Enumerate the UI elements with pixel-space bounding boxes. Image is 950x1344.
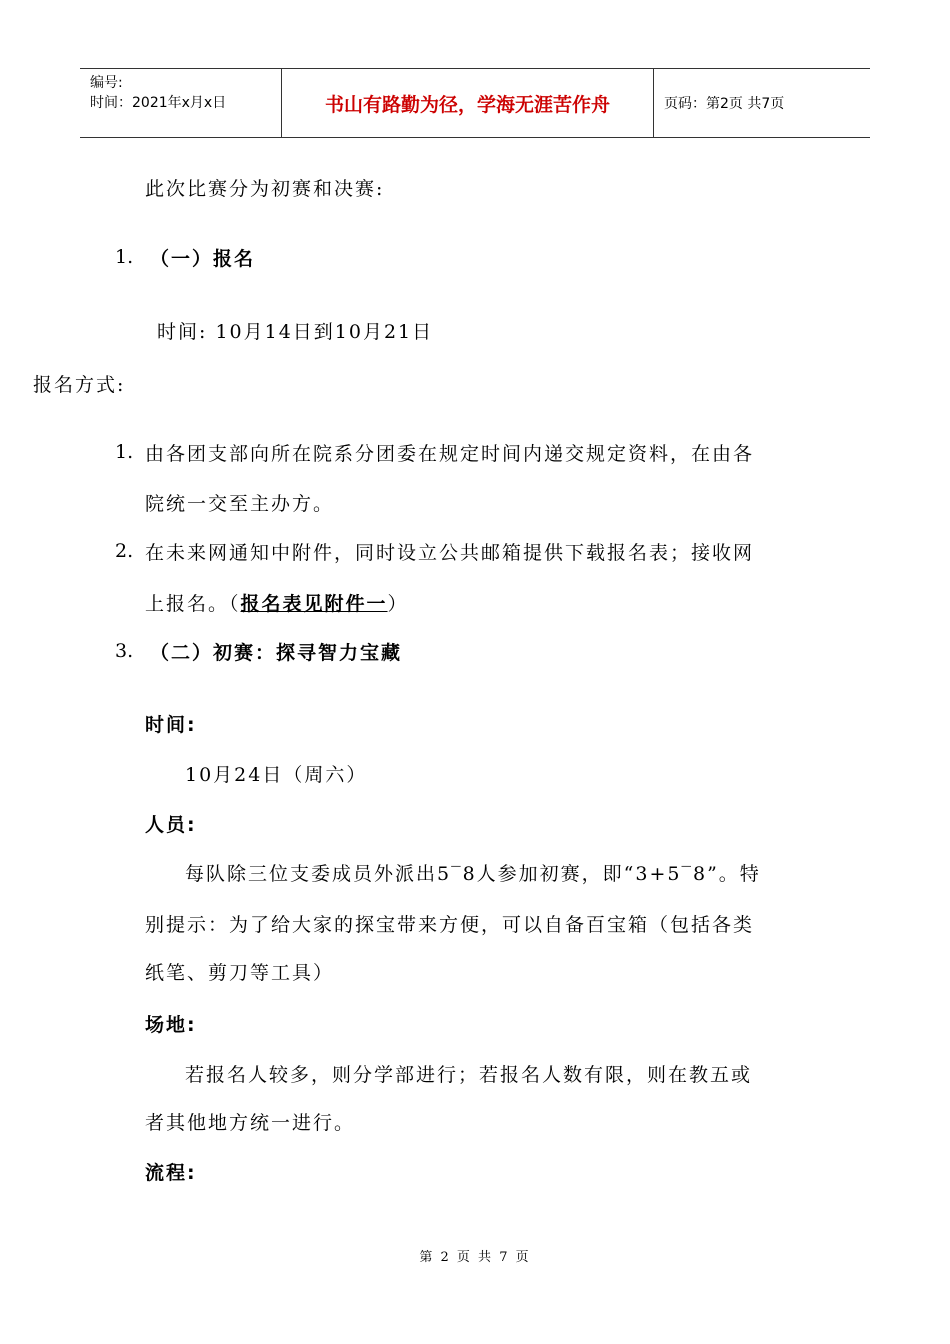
registration-method-heading: 报名方式: [33, 374, 126, 396]
header-page-code: 页码：第2页 共7页 [664, 96, 785, 112]
process-heading: 流程: [145, 1162, 197, 1184]
attachment-link[interactable]: 报名表见附件一 [240, 593, 388, 615]
venue-line1: 若报名人较多，则分学部进行；若报名人数有限，则在教五或 [185, 1064, 753, 1086]
item3-title: （二）初赛：探寻智力宝藏 [150, 642, 403, 664]
method1-number: 1. [115, 441, 134, 463]
page-footer: 第 2 页 共 7 页 [419, 1250, 531, 1265]
method2-number: 2. [115, 540, 134, 562]
people-line1: 每队除三位支委成员外派出5‾8人参加初赛，即“3+5‾8”。特 [185, 863, 761, 885]
method2-line2-start: 上报名。（ [145, 593, 241, 615]
registration-time: 时间: 10月14日到10月21日 [157, 321, 434, 343]
people-heading: 人员: [145, 814, 197, 836]
item1-title: （一）报名 [150, 248, 256, 270]
header-meta [80, 69, 282, 137]
header-motto: 书山有路勤为径，学海无涯苦作舟 [282, 69, 654, 137]
method1-line1: 由各团支部向所在院系分团委在规定时间内递交规定资料，在由各 [145, 443, 755, 465]
people-line2: 别提示：为了给大家的探宝带来方便，可以自备百宝箱（包括各类 [145, 914, 755, 936]
doc-time-label: 时间：2021年x月x日 [90, 95, 227, 111]
time-heading: 时间: [145, 714, 197, 736]
venue-heading: 场地: [145, 1014, 197, 1036]
method2-line2-end: ） [387, 593, 409, 615]
item1-number: 1. [115, 246, 134, 268]
time-value: 10月24日（周六） [185, 764, 368, 786]
method2-line2 [145, 589, 409, 616]
intro-text: 此次比赛分为初赛和决赛: [145, 178, 385, 200]
method2-line1: 在未来网通知中附件，同时设立公共邮箱提供下载报名表；接收网 [145, 542, 755, 564]
method1-line2: 院统一交至主办方。 [145, 493, 335, 515]
item3-number: 3. [115, 640, 134, 662]
people-line3: 纸笔、剪刀等工具） [145, 962, 335, 984]
page-header [80, 68, 870, 138]
venue-line2: 者其他地方统一进行。 [145, 1112, 356, 1134]
doc-number-label: 编号: [90, 75, 123, 91]
